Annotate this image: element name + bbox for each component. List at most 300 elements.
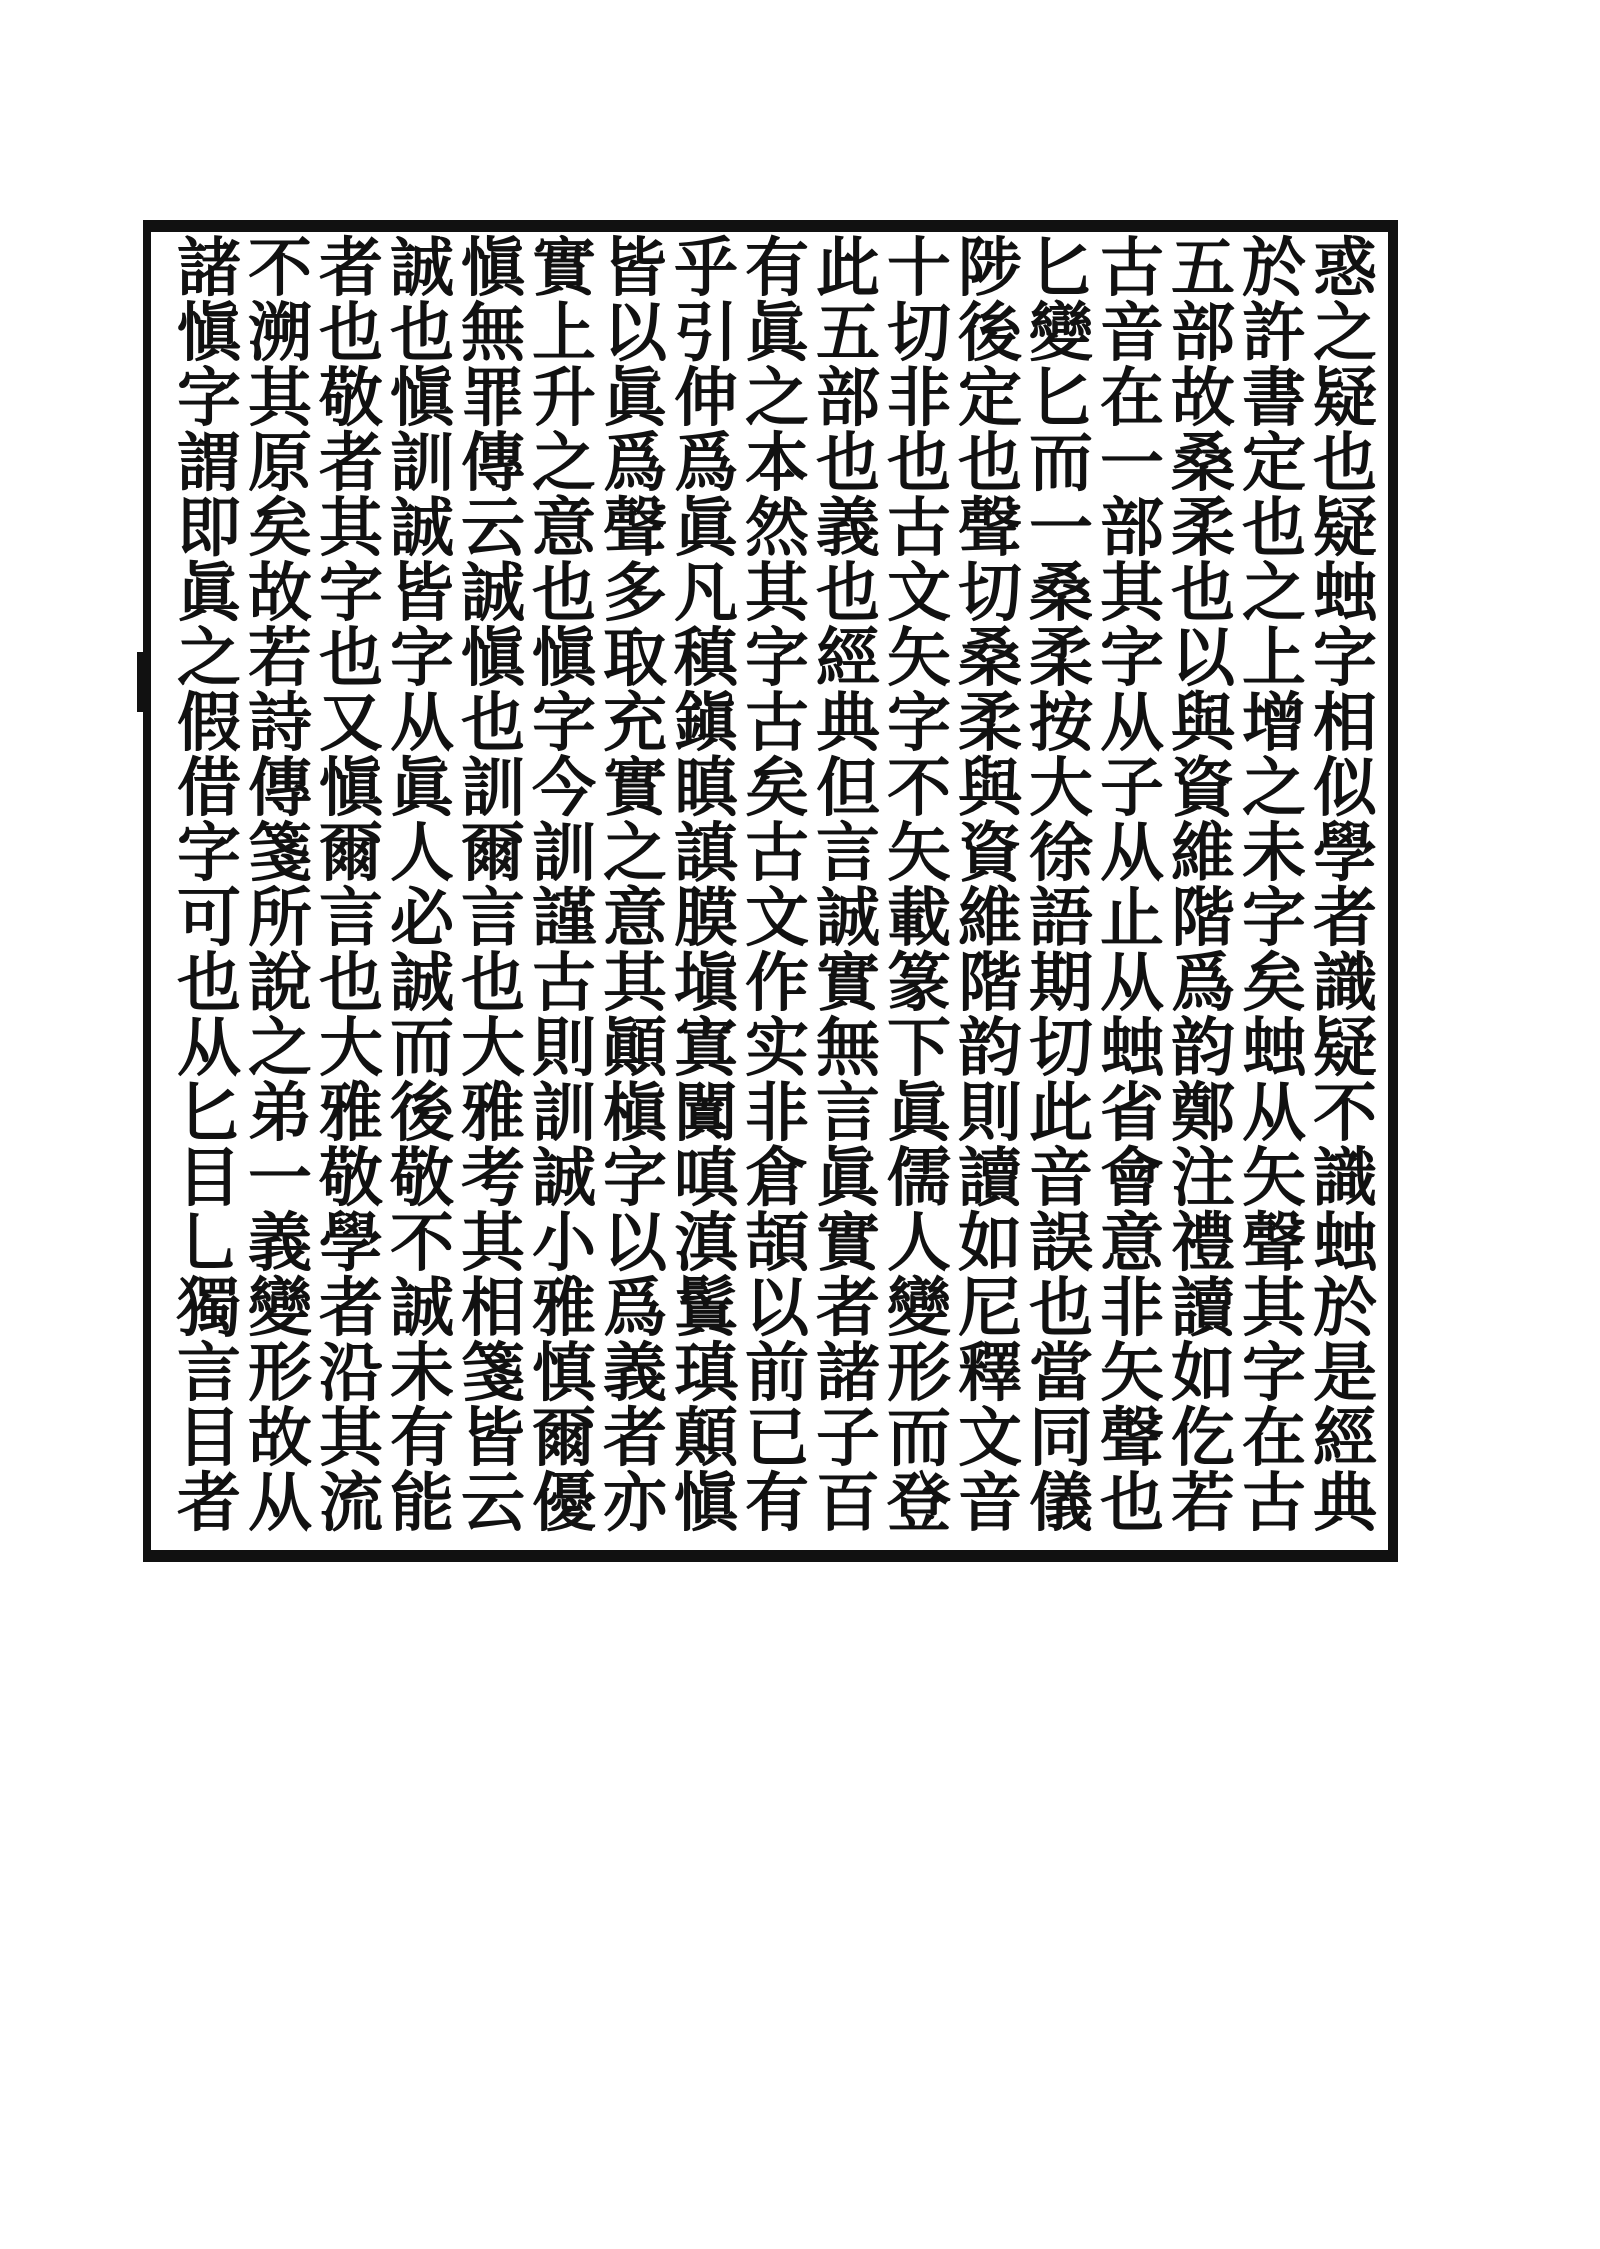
character: 止 — [1100, 881, 1164, 956]
character: 之 — [532, 426, 596, 501]
character: 柔 — [1171, 491, 1235, 566]
character: 部 — [1100, 491, 1164, 566]
character: 聲 — [1242, 1206, 1306, 1281]
character: 眞 — [674, 491, 738, 566]
character: 稹 — [674, 621, 738, 696]
character: 升 — [532, 361, 596, 436]
character: 實 — [816, 946, 880, 1021]
character: 仡 — [1171, 1401, 1235, 1476]
character: 優 — [532, 1466, 596, 1541]
character: 讀 — [1171, 1271, 1235, 1346]
character: 流 — [319, 1466, 383, 1541]
character: 以 — [1171, 621, 1235, 696]
character: 字 — [1313, 621, 1377, 696]
character: 之 — [248, 1011, 312, 1086]
character: 也 — [1029, 1271, 1093, 1346]
character: 則 — [532, 1011, 596, 1086]
character: 誠 — [390, 491, 454, 566]
character: 釋 — [958, 1336, 1022, 1411]
character: 後 — [958, 296, 1022, 371]
character: 上 — [1242, 621, 1306, 696]
character: 多 — [603, 556, 667, 631]
character: 罪 — [461, 361, 525, 436]
character: 从 — [248, 1466, 312, 1541]
character: 形 — [248, 1336, 312, 1411]
character: 誠 — [390, 1271, 454, 1346]
character: 學 — [1313, 816, 1377, 891]
character: 同 — [1029, 1401, 1093, 1476]
character: 爾 — [532, 1401, 596, 1476]
character: 聲 — [603, 491, 667, 566]
character: 維 — [958, 881, 1022, 956]
character: 之 — [177, 621, 241, 696]
character: 故 — [248, 556, 312, 631]
character: 語 — [1029, 881, 1093, 956]
character: 文 — [958, 1401, 1022, 1476]
character: 敬 — [319, 361, 383, 436]
character: 義 — [248, 1206, 312, 1281]
character: 變 — [887, 1271, 951, 1346]
character: 皆 — [461, 1401, 525, 1476]
character: 沿 — [319, 1336, 383, 1411]
character: 弟 — [248, 1076, 312, 1151]
character: 字 — [390, 621, 454, 696]
character: 訓 — [532, 1076, 596, 1151]
character: 引 — [674, 296, 738, 371]
character: 眞 — [603, 361, 667, 436]
character: 言 — [177, 1336, 241, 1411]
character: 雅 — [532, 1271, 596, 1346]
character: 會 — [1100, 1141, 1164, 1216]
character: 爲 — [603, 1271, 667, 1346]
character: 云 — [461, 1466, 525, 1541]
character: 在 — [1100, 361, 1164, 436]
character: 典 — [816, 686, 880, 761]
character: 乎 — [674, 231, 738, 306]
character: 顛 — [674, 1401, 738, 1476]
character: 匕 — [177, 1076, 241, 1151]
character: 義 — [816, 491, 880, 566]
character: 以 — [603, 1206, 667, 1281]
character: 與 — [1171, 686, 1235, 761]
character: 能 — [390, 1466, 454, 1541]
character: 槇 — [603, 1076, 667, 1151]
character: 也 — [1100, 1466, 1164, 1541]
character: 則 — [958, 1076, 1022, 1151]
character: 亦 — [603, 1466, 667, 1541]
character: 但 — [816, 751, 880, 826]
character: 即 — [177, 491, 241, 566]
character: 謹 — [532, 881, 596, 956]
character: 實 — [603, 751, 667, 826]
character: 音 — [1100, 296, 1164, 371]
character: 子 — [816, 1401, 880, 1476]
character: 相 — [461, 1271, 525, 1346]
character: 桑 — [1171, 426, 1235, 501]
character: 者 — [603, 1401, 667, 1476]
character: 識 — [1313, 1141, 1377, 1216]
character: 不 — [887, 751, 951, 826]
character: 考 — [461, 1141, 525, 1216]
character: 聲 — [1100, 1401, 1164, 1476]
character: 眞 — [390, 751, 454, 826]
character: 傳 — [248, 751, 312, 826]
character: 矢 — [1242, 1141, 1306, 1216]
character: 鎭 — [674, 686, 738, 761]
character: 訓 — [532, 816, 596, 891]
character: 也 — [958, 426, 1022, 501]
character: 大 — [319, 1011, 383, 1086]
character: 字 — [532, 686, 596, 761]
character: 其 — [603, 946, 667, 1021]
character: 言 — [319, 881, 383, 956]
character: 誠 — [390, 231, 454, 306]
character: 五 — [1171, 231, 1235, 306]
character: 愼 — [390, 361, 454, 436]
character: 顚 — [603, 1011, 667, 1086]
character: 膜 — [674, 881, 738, 956]
character: 愼 — [461, 231, 525, 306]
character: 而 — [887, 1401, 951, 1476]
character: 省 — [1100, 1076, 1164, 1151]
character: 之 — [1242, 751, 1306, 826]
character: 未 — [390, 1336, 454, 1411]
character: 言 — [816, 1076, 880, 1151]
character: 桑 — [1029, 556, 1093, 631]
character: 惑 — [1313, 231, 1377, 306]
character: 也 — [177, 946, 241, 1021]
character: 而 — [390, 1011, 454, 1086]
character: 之 — [745, 361, 809, 436]
character: 也 — [532, 556, 596, 631]
character: 爾 — [461, 816, 525, 891]
character: 增 — [1242, 686, 1306, 761]
character: 也 — [319, 621, 383, 696]
character: 其 — [1242, 1271, 1306, 1346]
character: 資 — [1171, 751, 1235, 826]
character: 訓 — [390, 426, 454, 501]
character: 也 — [390, 296, 454, 371]
character: 疑 — [1313, 1011, 1377, 1086]
character: 義 — [603, 1336, 667, 1411]
character: 作 — [745, 946, 809, 1021]
character: 不 — [390, 1206, 454, 1281]
character: 也 — [887, 426, 951, 501]
character: 䖵 — [1313, 1206, 1377, 1281]
character: 若 — [1171, 1466, 1235, 1541]
character: 古 — [887, 491, 951, 566]
character: 音 — [1029, 1141, 1093, 1216]
character: 者 — [319, 231, 383, 306]
character: 桑 — [958, 621, 1022, 696]
character: 滇 — [674, 1206, 738, 1281]
character: 必 — [390, 881, 454, 956]
character: 變 — [1029, 296, 1093, 371]
character: 其 — [248, 361, 312, 436]
character: 書 — [1242, 361, 1306, 436]
character: 者 — [816, 1271, 880, 1346]
character: 古 — [745, 686, 809, 761]
character: 如 — [1171, 1336, 1235, 1411]
character: 云 — [461, 491, 525, 566]
character: 獨 — [177, 1271, 241, 1346]
character: 䖵 — [1100, 1011, 1164, 1086]
character: 言 — [461, 881, 525, 956]
character: 愼 — [461, 621, 525, 696]
character: 柔 — [958, 686, 1022, 761]
character: 从 — [390, 686, 454, 761]
character: 瑱 — [674, 1336, 738, 1411]
character: 瞋 — [674, 751, 738, 826]
character: 誠 — [532, 1141, 596, 1216]
character: 篆 — [887, 946, 951, 1021]
character: 當 — [1029, 1336, 1093, 1411]
character: 其 — [319, 491, 383, 566]
character: 後 — [390, 1076, 454, 1151]
character: 意 — [1100, 1206, 1164, 1281]
character: 雅 — [319, 1076, 383, 1151]
character: 經 — [1313, 1401, 1377, 1476]
character: 已 — [745, 1401, 809, 1476]
character: 注 — [1171, 1141, 1235, 1216]
character: 之 — [603, 816, 667, 891]
character: 百 — [816, 1466, 880, 1541]
character: 目 — [177, 1141, 241, 1216]
character: 䖵 — [1313, 556, 1377, 631]
character: 非 — [745, 1076, 809, 1151]
character: 謓 — [674, 816, 738, 891]
character: 矣 — [745, 751, 809, 826]
character: 字 — [887, 686, 951, 761]
character: 文 — [745, 881, 809, 956]
character: 在 — [1242, 1401, 1306, 1476]
character: 一 — [1100, 426, 1164, 501]
character: 子 — [1100, 751, 1164, 826]
character: 典 — [1313, 1466, 1377, 1541]
character: 大 — [461, 1011, 525, 1086]
character: 十 — [887, 231, 951, 306]
character: 古 — [745, 816, 809, 891]
character: 詩 — [248, 686, 312, 761]
character: 之 — [1313, 296, 1377, 371]
character: 古 — [1100, 231, 1164, 306]
character: 字 — [177, 816, 241, 891]
character: 眞 — [177, 556, 241, 631]
character: 五 — [816, 296, 880, 371]
character: 不 — [248, 231, 312, 306]
character: 凡 — [674, 556, 738, 631]
character: 於 — [1313, 1271, 1377, 1346]
character: 其 — [745, 556, 809, 631]
character: 小 — [532, 1206, 596, 1281]
character: 禮 — [1171, 1206, 1235, 1281]
character: 誠 — [816, 881, 880, 956]
character: 匕 — [1029, 231, 1093, 306]
character: 矢 — [887, 621, 951, 696]
character: 目 — [177, 1401, 241, 1476]
character: 部 — [816, 361, 880, 436]
character: 也 — [319, 296, 383, 371]
character: 从 — [1242, 1076, 1306, 1151]
character: 陟 — [958, 231, 1022, 306]
character: 从 — [1100, 946, 1164, 1021]
character: 皆 — [603, 231, 667, 306]
character: 實 — [532, 231, 596, 306]
character: 从 — [1100, 816, 1164, 891]
character: 原 — [248, 426, 312, 501]
character: 乚 — [177, 1206, 241, 1281]
character: 敬 — [390, 1141, 454, 1216]
character: 讀 — [958, 1141, 1022, 1216]
character: 許 — [1242, 296, 1306, 371]
character: 部 — [1171, 296, 1235, 371]
character: 音 — [958, 1466, 1022, 1541]
character: 階 — [958, 946, 1022, 1021]
character: 期 — [1029, 946, 1093, 1021]
character: 切 — [958, 556, 1022, 631]
character: 闐 — [674, 1076, 738, 1151]
character: 以 — [745, 1271, 809, 1346]
character: 其 — [461, 1206, 525, 1281]
character: 伸 — [674, 361, 738, 436]
character: 本 — [745, 426, 809, 501]
character: 慎 — [532, 1336, 596, 1411]
character: 也 — [1242, 491, 1306, 566]
character: 者 — [319, 426, 383, 501]
character: 爲 — [1171, 946, 1235, 1021]
character: 也 — [461, 686, 525, 761]
character: 也 — [1171, 556, 1235, 631]
character: 而 — [1029, 426, 1093, 501]
character: 鬒 — [674, 1271, 738, 1346]
character: 爾 — [319, 816, 383, 891]
character: 有 — [390, 1401, 454, 1476]
character: 未 — [1242, 816, 1306, 891]
character: 也 — [319, 946, 383, 1021]
character: 聲 — [958, 491, 1022, 566]
character: 實 — [816, 1206, 880, 1281]
character: 矢 — [887, 816, 951, 891]
character: 韵 — [958, 1011, 1022, 1086]
character: 从 — [1100, 686, 1164, 761]
character: 諸 — [177, 231, 241, 306]
character: 可 — [177, 881, 241, 956]
character: 者 — [177, 1466, 241, 1541]
character: 意 — [532, 491, 596, 566]
character: 䖵 — [1242, 1011, 1306, 1086]
character: 是 — [1313, 1336, 1377, 1411]
margin-mark — [137, 652, 149, 712]
character: 又 — [319, 686, 383, 761]
character: 不 — [1313, 1076, 1377, 1151]
character: 爲 — [674, 426, 738, 501]
character: 愼 — [674, 1466, 738, 1541]
character: 韵 — [1171, 1011, 1235, 1086]
character: 若 — [248, 621, 312, 696]
character: 維 — [1171, 816, 1235, 891]
character: 形 — [887, 1336, 951, 1411]
character: 尼 — [958, 1271, 1022, 1346]
character: 人 — [887, 1206, 951, 1281]
character: 大 — [1029, 751, 1093, 826]
text-column — [164, 231, 254, 1556]
character: 也 — [816, 426, 880, 501]
character: 者 — [319, 1271, 383, 1346]
character: 一 — [248, 1141, 312, 1216]
character: 寘 — [674, 1011, 738, 1086]
character: 有 — [745, 231, 809, 306]
character: 也 — [1313, 426, 1377, 501]
character: 學 — [319, 1206, 383, 1281]
character: 與 — [958, 751, 1022, 826]
character: 字 — [603, 1141, 667, 1216]
character: 倉 — [745, 1141, 809, 1216]
character: 有 — [745, 1466, 809, 1541]
character: 非 — [887, 361, 951, 436]
character: 今 — [532, 751, 596, 826]
character: 眞 — [887, 1076, 951, 1151]
character: 如 — [958, 1206, 1022, 1281]
character: 識 — [1313, 946, 1377, 1021]
character: 雅 — [461, 1076, 525, 1151]
character: 頡 — [745, 1206, 809, 1281]
character: 人 — [390, 816, 454, 891]
character: 借 — [177, 751, 241, 826]
character: 儀 — [1029, 1466, 1093, 1541]
character: 者 — [1313, 881, 1377, 956]
character: 取 — [603, 621, 667, 696]
character: 文 — [887, 556, 951, 631]
character: 載 — [887, 881, 951, 956]
character: 矢 — [1100, 1336, 1164, 1411]
character: 定 — [958, 361, 1022, 436]
character: 矣 — [248, 491, 312, 566]
character: 疑 — [1313, 361, 1377, 436]
character: 假 — [177, 686, 241, 761]
character: 鄭 — [1171, 1076, 1235, 1151]
character: 矣 — [1242, 946, 1306, 1021]
character: 敬 — [319, 1141, 383, 1216]
character: 下 — [887, 1011, 951, 1086]
character: 塡 — [674, 946, 738, 1021]
character: 誠 — [461, 556, 525, 631]
character: 資 — [958, 816, 1022, 891]
character: 字 — [319, 556, 383, 631]
character: 似 — [1313, 751, 1377, 826]
character: 誤 — [1029, 1206, 1093, 1281]
character: 字 — [745, 621, 809, 696]
character: 皆 — [390, 556, 454, 631]
character: 愼 — [177, 296, 241, 371]
character: 儒 — [887, 1141, 951, 1216]
character: 言 — [816, 816, 880, 891]
character: 溯 — [248, 296, 312, 371]
character: 無 — [816, 1011, 880, 1086]
character: 眞 — [816, 1141, 880, 1216]
character: 其 — [319, 1401, 383, 1476]
character: 傳 — [461, 426, 525, 501]
character: 徐 — [1029, 816, 1093, 891]
character: 实 — [745, 1011, 809, 1086]
character: 誠 — [390, 946, 454, 1021]
character: 字 — [177, 361, 241, 436]
character: 其 — [1100, 556, 1164, 631]
character: 登 — [887, 1466, 951, 1541]
character: 階 — [1171, 881, 1235, 956]
character: 充 — [603, 686, 667, 761]
character: 古 — [1242, 1466, 1306, 1541]
character: 字 — [1242, 881, 1306, 956]
